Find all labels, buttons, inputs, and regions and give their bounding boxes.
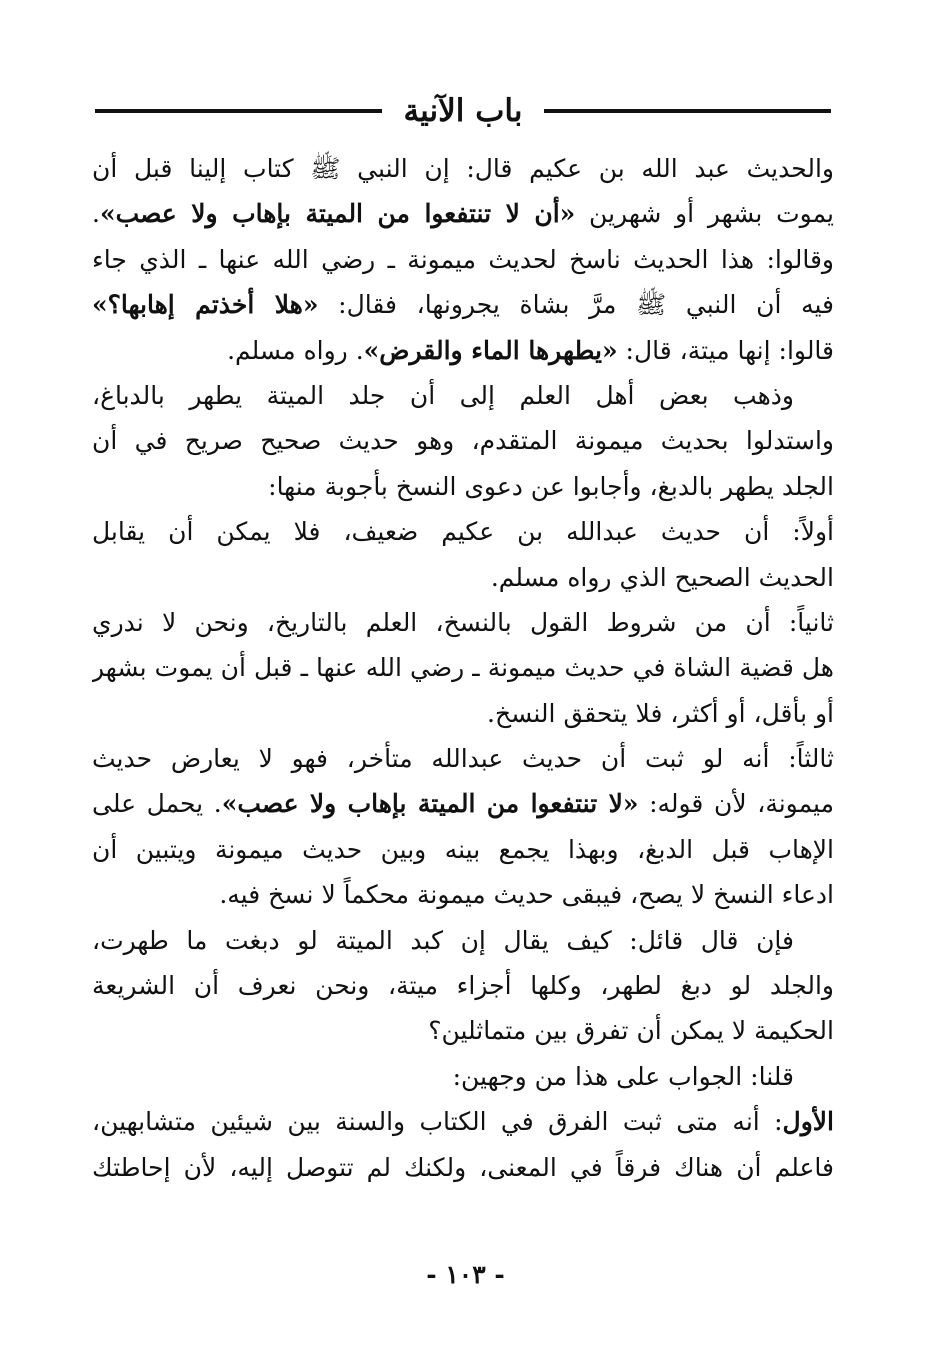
text-line: [92, 328, 834, 373]
text-line: [92, 418, 834, 463]
text-line: [92, 1099, 834, 1144]
chapter-title: باب الآنية: [403, 93, 523, 129]
text-segment: قالوا: إنها ميتة، قال:: [617, 335, 834, 365]
text-segment: أو بأقل، أو أكثر، فلا يتحقق النسخ.: [487, 698, 834, 728]
text-line: [92, 963, 834, 1008]
bold-text-segment: «يطهرها الماء والقرض»: [363, 335, 618, 365]
text-segment: ادعاء النسخ لا يصح، فيبقى حديث ميمونة محكماً لا نسخ فيه.: [219, 880, 834, 910]
text-segment: .: [92, 199, 100, 229]
text-line: [92, 736, 834, 781]
text-line: [92, 827, 834, 872]
page-header: [95, 86, 831, 136]
header-rule-right: [544, 109, 831, 113]
text-line: [92, 146, 834, 191]
page-number: - ١٠٣ -: [426, 1260, 505, 1289]
text-segment: ثانياً: أن من شروط القول بالنسخ، العلم بالتاريخ، ونحن لا ندري: [92, 607, 834, 637]
bold-text-segment: «لا تنتفعوا من الميتة بإهاب ولا عصب»: [221, 789, 639, 819]
text-segment: يموت بشهر أو شهرين: [575, 199, 834, 229]
text-segment: فإن قال قائل: كيف يقال إن كبد الميتة لو دبغت ما طهرت،: [92, 925, 794, 955]
bold-text-segment: الأول: [782, 1107, 834, 1137]
text-segment: قلنا: الجواب على هذا من وجهين:: [452, 1061, 794, 1091]
text-line: [92, 282, 834, 327]
text-segment: هل قضية الشاة في حديث ميمونة ـ رضي الله عنها ـ قبل أن يموت بشهر: [92, 653, 834, 683]
text-line: [92, 509, 834, 554]
text-line: [92, 691, 834, 736]
page-body: [92, 146, 834, 1190]
text-line: [92, 191, 834, 236]
header-rule-left: [95, 109, 382, 113]
text-segment: : أنه متى ثبت الفرق في الكتاب والسنة بين شيئين متشابهين،: [92, 1107, 783, 1137]
text-segment: . رواه مسلم.: [227, 335, 364, 365]
text-segment: وقالوا: هذا الحديث ناسخ لحديث ميمونة ـ رضي الله عنها ـ الذي جاء: [92, 244, 834, 274]
text-line: [92, 1054, 834, 1099]
text-segment: فاعلم أن هناك فرقاً في المعنى، ولكنك لم تتوصل إليه، لأن إحاطتك: [92, 1152, 834, 1182]
text-segment: واستدلوا بحديث ميمونة المتقدم، وهو حديث صحيح صريح في أن: [92, 426, 834, 456]
text-segment: الحديث الصحيح الذي رواه مسلم.: [490, 562, 834, 592]
text-segment: . يحمل على: [92, 789, 222, 819]
text-line: [92, 373, 834, 418]
text-segment: الجلد يطهر بالدبغ، وأجابوا عن دعوى النسخ بأجوبة منها:: [268, 471, 834, 501]
text-line: [92, 645, 834, 690]
text-line: [92, 237, 834, 282]
text-line: [92, 918, 834, 963]
text-segment: ميمونة، لأن قوله:: [638, 789, 834, 819]
text-line: [92, 1008, 834, 1053]
text-segment: الإهاب قبل الدبغ، وبهذا يجمع بينه وبين حديث ميمونة ويتبين أن: [92, 834, 834, 864]
text-line: [92, 781, 834, 826]
text-segment: والجلد لو دبغ لطهر، وكلها أجزاء ميتة، ونحن نعرف أن الشريعة: [92, 971, 834, 1001]
text-line: [92, 872, 834, 917]
text-line: [92, 1145, 834, 1190]
text-segment: والحديث عبد الله بن عكيم قال: إن النبي ﷺ كتاب إلينا قبل أن: [92, 154, 834, 183]
text-segment: وذهب بعض أهل العلم إلى أن جلد الميتة يطهر بالدباغ،: [92, 380, 794, 410]
text-line: [92, 600, 834, 645]
text-segment: الحكيمة لا يمكن أن تفرق بين متماثلين؟: [428, 1016, 834, 1046]
text-segment: أولاً: أن حديث عبدالله بن عكيم ضعيف، فلا يمكن أن يقابل: [92, 517, 834, 547]
text-segment: ثالثاً: أنه لو ثبت أن حديث عبدالله متأخر، فهو لا يعارض حديث: [92, 744, 834, 774]
text-segment: فيه أن النبي ﷺ مرَّ بشاة يجرونها، فقال:: [318, 290, 834, 320]
text-line: [92, 555, 834, 600]
text-line: [92, 464, 834, 509]
bold-text-segment: «أن لا تنتفعوا من الميتة بإهاب ولا عصب»: [99, 199, 576, 229]
bold-text-segment: «هلا أخذتم إهابها؟»: [92, 290, 319, 320]
